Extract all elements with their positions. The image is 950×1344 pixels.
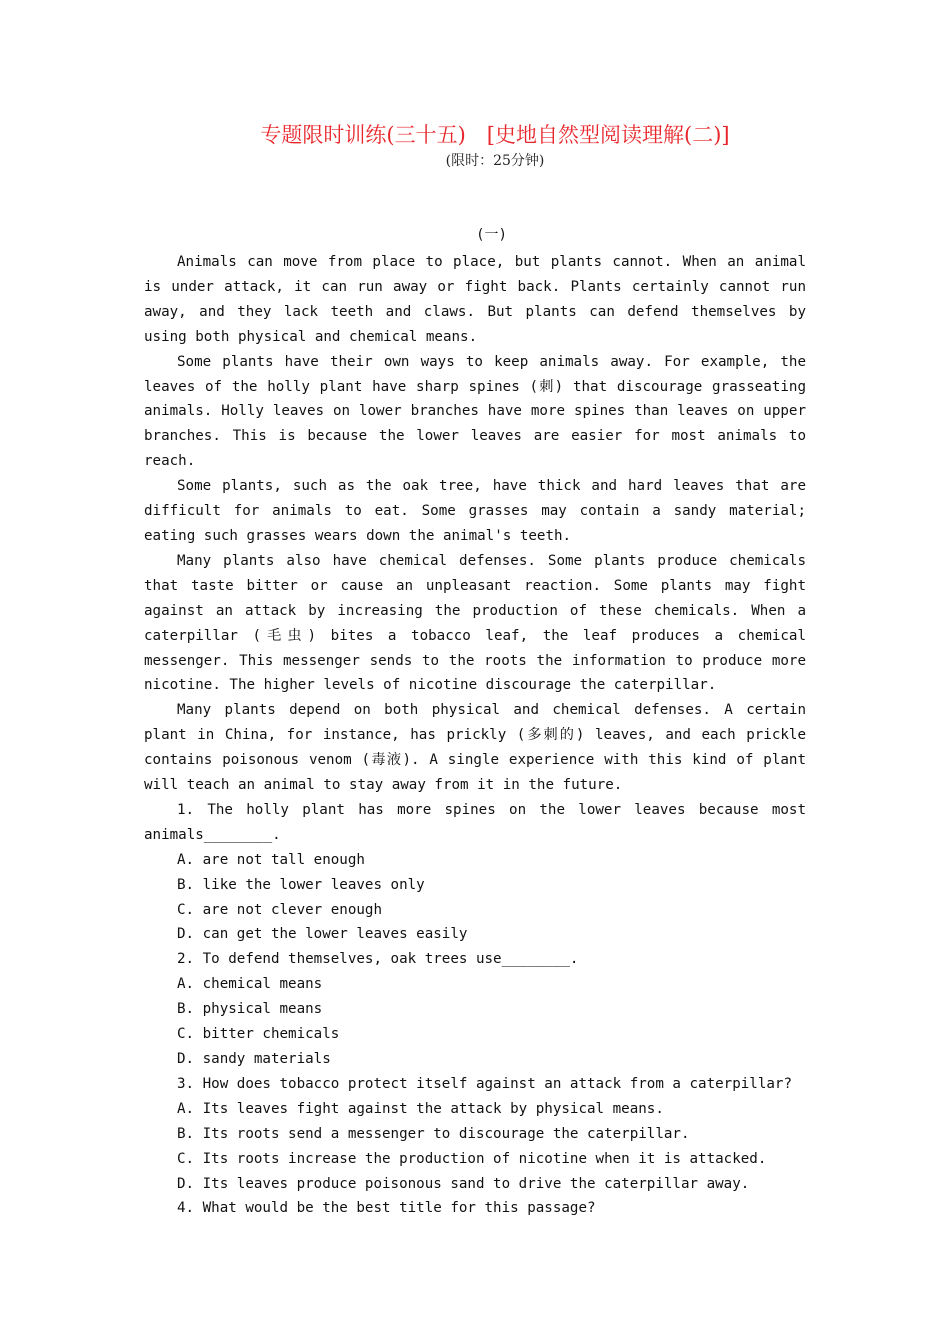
passage-paragraph-3: Some plants, such as the oak tree, have thick and hard leaves that are difficult for animals to eat. Some grasses may contain a sandy material; eating such grasses wears down the animal's teeth.: [144, 478, 806, 544]
question-3-stem: 3. How does tobacco protect itself against an attack from a caterpillar?: [177, 1075, 792, 1092]
question-3-option-d: D. Its leaves produce poisonous sand to drive the caterpillar away.: [177, 1175, 750, 1192]
passage-paragraph-2: Some plants have their own ways to keep animals away. For example, the leaves of the holly plant have sharp spines (刺) that discourage grasseating animals. Holly leaves on lower branches have more spines than leaves on upper branches. This is because the lower leaves are easier for most animals to reach.: [144, 353, 806, 470]
question-4-stem: 4. What would be the best title for this passage?: [177, 1200, 596, 1217]
page-title: 专题限时训练(三十五) [史地自然型阅读理解(二)]: [260, 123, 730, 147]
question-1-stem: 1. The holly plant has more spines on the lower leaves because most animals________.: [144, 801, 806, 843]
question-2-option-d: D. sandy materials: [177, 1051, 331, 1067]
question-3-option-a: A. Its leaves fight against the attack by physical means.: [177, 1100, 664, 1117]
passage-paragraph-1: Animals can move from place to place, but plants cannot. When an animal is under attack, it can run away or fight back. Plants certainly cannot run away, and they lack teeth and claws. But plants can defend themselves by using both physical and chemical means.: [144, 254, 806, 345]
section-marker: (一): [476, 227, 507, 243]
question-3-option-c: C. Its roots increase the production of nicotine when it is attacked.: [177, 1150, 767, 1167]
question-3-option-b: B. Its roots send a messenger to discourage the caterpillar.: [177, 1125, 690, 1142]
question-2-stem: 2. To defend themselves, oak trees use________.: [177, 951, 579, 968]
question-2-option-a: A. chemical means: [177, 976, 323, 993]
passage-paragraph-5: Many plants depend on both physical and chemical defenses. A certain plant in China, for instance, has prickly (多刺的) leaves, and each prickle contains poisonous venom (毒液). A single experience with this kind of plant will teach an animal to stay away from it in the future.: [144, 702, 806, 794]
question-2-option-c: C. bitter chemicals: [177, 1026, 340, 1043]
passage-content: [144, 250, 806, 1221]
passage-paragraph-4: Many plants also have chemical defenses. Some plants produce chemicals that taste bitter or cause an unpleasant reaction. Some plants may fight against an attack by increasing the production of these chemicals. When a caterpillar (毛虫) bites a tobacco leaf, the leaf produces a chemical messenger. This messenger sends to the roots the information to produce more nicotine. The higher levels of nicotine discourage the caterpillar.: [144, 552, 806, 694]
question-1-option-d: D. can get the lower leaves easily: [177, 926, 468, 943]
time-limit: (限时：25分钟): [445, 153, 545, 169]
question-2-option-b: B. physical means: [177, 1001, 323, 1018]
question-1-option-b: B. like the lower leaves only: [177, 876, 425, 893]
question-1-option-a: A. are not tall enough: [177, 851, 365, 868]
question-1-option-c: C. are not clever enough: [177, 901, 382, 918]
